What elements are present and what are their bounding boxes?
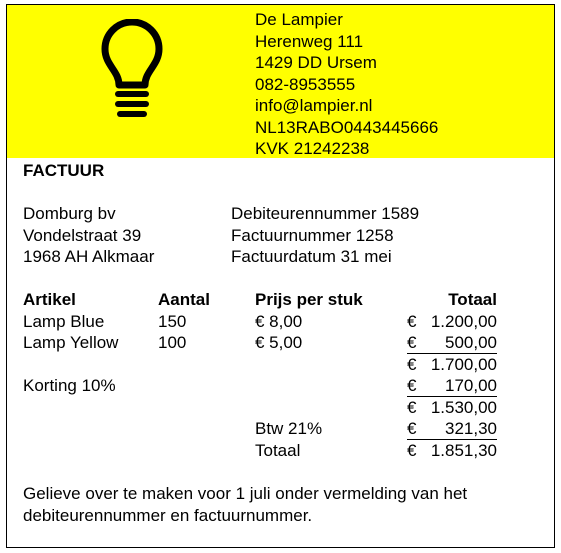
lightbulb-icon bbox=[97, 19, 167, 129]
row-article: Lamp Blue bbox=[23, 312, 105, 331]
payment-note-line2: debiteurennummer en factuurnummer. bbox=[23, 506, 313, 525]
header-total: Totaal bbox=[448, 290, 497, 309]
invoice-number: Factuurnummer 1258 bbox=[231, 226, 394, 245]
row-total: € 500,00 bbox=[407, 333, 497, 352]
header-article: Artikel bbox=[23, 290, 76, 309]
customer-street: Vondelstraat 39 bbox=[23, 226, 142, 245]
customer-city: 1968 AH Alkmaar bbox=[23, 247, 155, 266]
company-name: De Lampier bbox=[255, 10, 343, 29]
row-price: € 5,00 bbox=[255, 333, 303, 352]
company-phone: 082-8953555 bbox=[255, 74, 356, 94]
invoice-date: Factuurdatum 31 mei bbox=[231, 247, 392, 266]
discount-label: Korting 10% bbox=[23, 376, 116, 395]
vat-label: Btw 21% bbox=[255, 419, 323, 438]
company-iban: NL13RABO0443445666 bbox=[255, 117, 439, 137]
company-details bbox=[255, 9, 438, 160]
company-kvk: KVK 21242238 bbox=[255, 139, 370, 158]
row-article: Lamp Yellow bbox=[23, 333, 119, 352]
row-price: € 8,00 bbox=[255, 312, 303, 331]
invoice: De Lampier Herenweg 111 1429 DD Ursem 082-8953555 info@lampier.nl NL13RABO0443445666 KVK 21242238 FACTUUR Domburg bv Vondelstraat 39 1968 AH Alkmaar Debiteurennummer 1589 Factuurnummer 1258 Factuurdatum 31 mei Artikel Aantal Prijs per stuk Totaal Lamp Blue 150 € 8,00 € 1.200,00 Lamp Yellow 100 € 5,00 € 500,00 € 1.700,00 Korting 10% € 170,00 € 1.530,00 Btw 21% € 321,30 Totaal € 1.851,30 Gelieve over te maken voor 1 juli onder vermelding van het debiteurennummer en factuurnummer. bbox=[6, 4, 555, 548]
header-qty: Aantal bbox=[158, 290, 210, 309]
company-email: info@lampier.nl bbox=[255, 96, 373, 115]
row-qty: 100 bbox=[158, 333, 187, 352]
payment-note-line1: Gelieve over te maken voor 1 juli onder vermelding van het bbox=[23, 484, 468, 503]
debtor-number: Debiteurennummer 1589 bbox=[231, 204, 420, 223]
company-city: 1429 DD Ursem bbox=[255, 53, 377, 72]
company-street: Herenweg 111 bbox=[255, 31, 364, 51]
vat-amount: € 321,30 bbox=[407, 419, 497, 438]
row-qty: 150 bbox=[158, 312, 187, 331]
header-price: Prijs per stuk bbox=[255, 290, 363, 309]
grand-total-label: Totaal bbox=[255, 441, 301, 460]
invoice-title: FACTUUR bbox=[23, 161, 105, 180]
invoice-header bbox=[7, 5, 554, 158]
customer-name: Domburg bv bbox=[23, 204, 116, 223]
discount-amount: € 170,00 bbox=[407, 376, 497, 395]
